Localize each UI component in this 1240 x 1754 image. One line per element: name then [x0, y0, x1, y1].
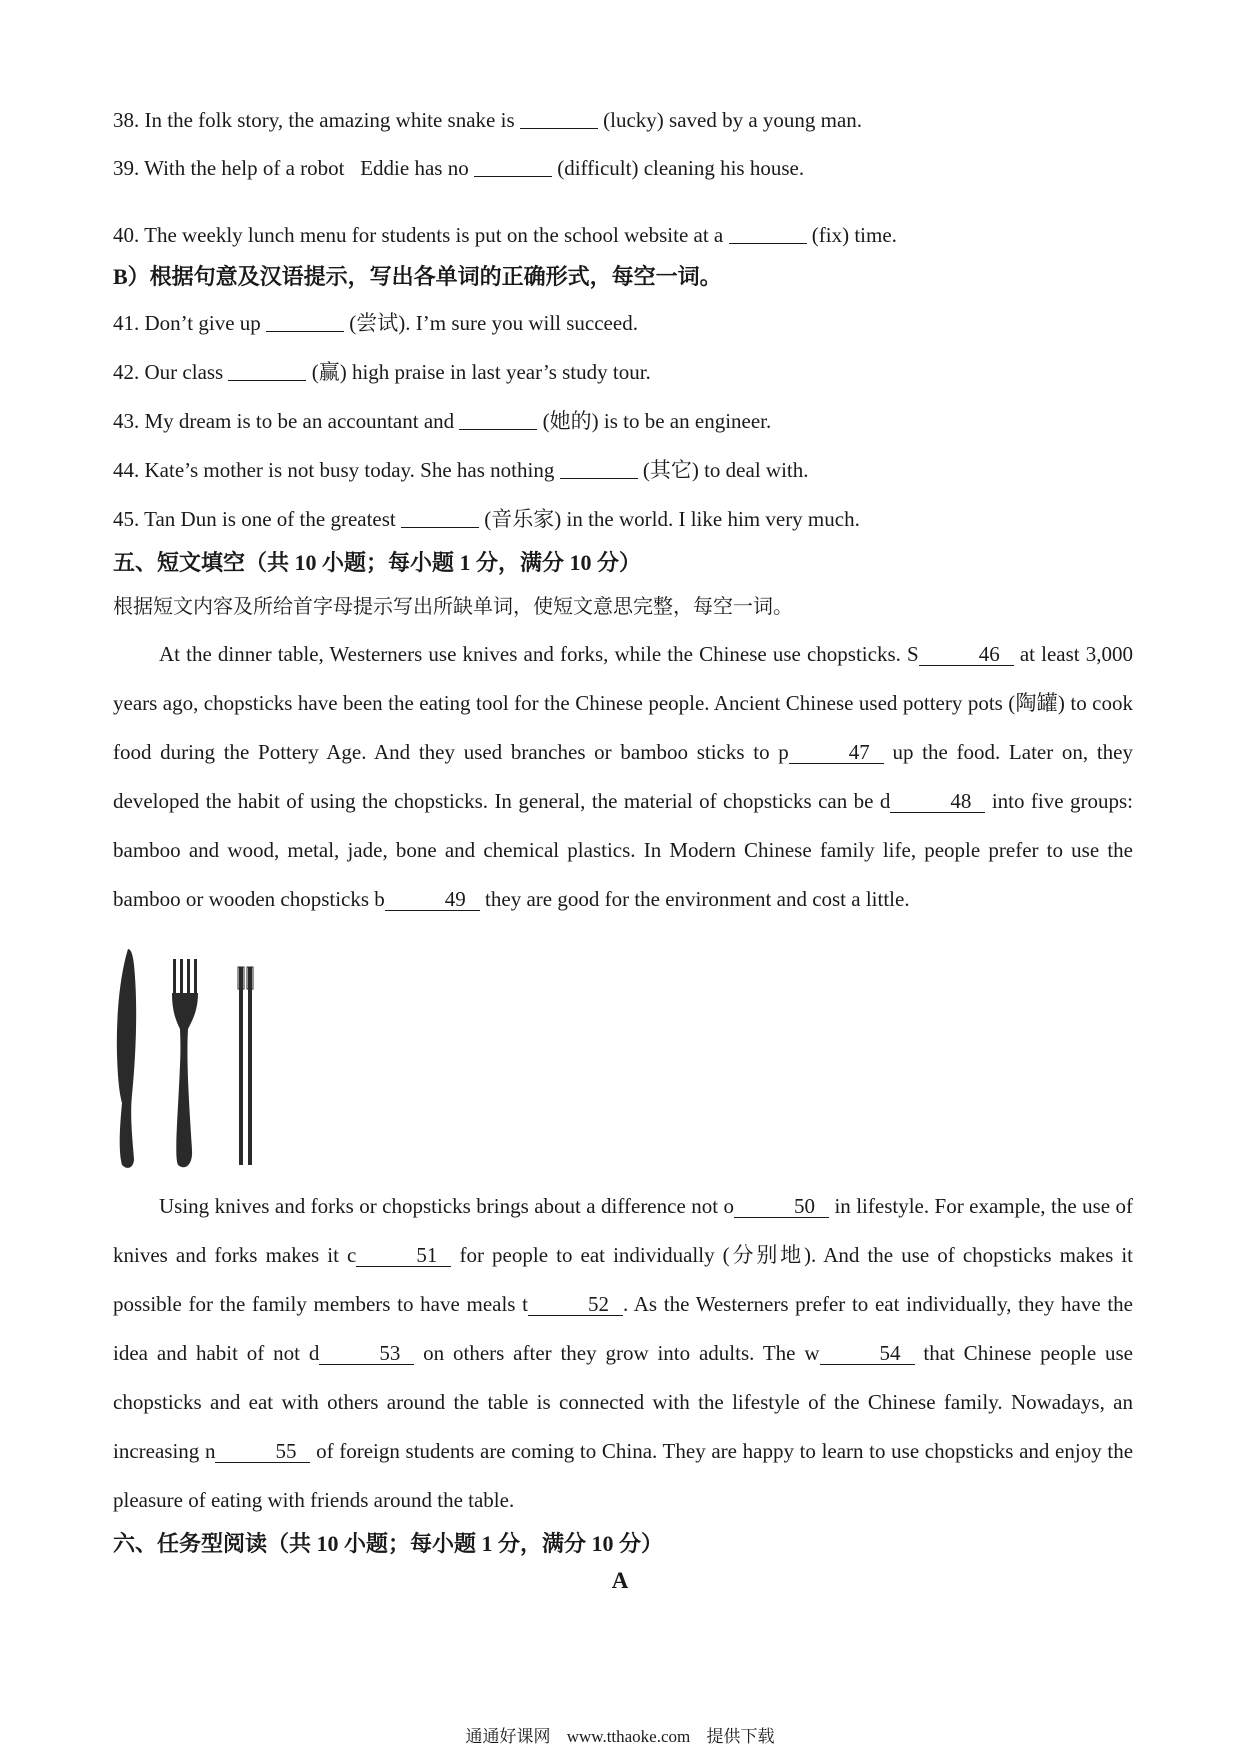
- passage-text: on others after they grow into adults. The w: [414, 1341, 820, 1365]
- passage-blank-49[interactable]: 49: [385, 888, 480, 911]
- passage-text: At the dinner table, Westerners use knives and forks, while the Chinese use chopsticks. S: [159, 642, 919, 666]
- question-43: 43. My dream is to be an accountant and (她的) is to be an engineer.: [113, 409, 772, 433]
- chopsticks-icon: [238, 967, 253, 1165]
- part-label: A: [611, 1568, 629, 1593]
- question-45: 45. Tan Dun is one of the greatest (音乐家) in the world. I like him very much.: [113, 507, 860, 531]
- section-5-instruction: 根据短文内容及所给首字母提示写出所缺单词，使短文意思完整，每空一词。: [113, 596, 793, 618]
- passage-text: up the food. Later on, they developed the habit of using the chopsticks. In general, the material of chopsticks can be d: [113, 740, 1133, 813]
- passage-blank-55[interactable]: 55: [215, 1440, 310, 1463]
- passage-blank-53[interactable]: 53: [319, 1342, 414, 1365]
- question-44: 44. Kate’s mother is not busy today. She has nothing (其它) to deal with.: [113, 458, 809, 482]
- question-42: 42. Our class (赢) high praise in last year’s study tour.: [113, 360, 651, 384]
- passage-blank-51[interactable]: 51: [356, 1244, 451, 1267]
- passage-paragraph-1: [113, 630, 1133, 924]
- passage-blank-50[interactable]: 50: [734, 1195, 829, 1218]
- passage-text: . As the Westerners prefer to eat individually, they have the idea and habit of not d: [113, 1292, 1133, 1365]
- answer-blank[interactable]: [520, 108, 598, 129]
- passage-text: at least 3,000 years ago, chopsticks have been the eating tool for the Chinese people. Ancient Chinese used pottery pots (陶罐) to cook food during the Pottery Age. And they used branches or bamboo sticks to p: [113, 642, 1133, 764]
- answer-blank[interactable]: [729, 223, 807, 244]
- passage-blank-52[interactable]: 52: [528, 1293, 623, 1316]
- passage-text: in lifestyle. For example, the use of knives and forks makes it c: [113, 1194, 1133, 1267]
- passage-text: they are good for the environment and cost a little.: [479, 887, 910, 911]
- answer-blank[interactable]: [560, 458, 638, 479]
- question-38: 38. In the folk story, the amazing white snake is (lucky) saved by a young man.: [113, 108, 863, 132]
- passage-text: that Chinese people use chopsticks and eat with others around the table is connected with the lifestyle of the Chinese family. Nowadays, an increasing n: [113, 1341, 1133, 1463]
- answer-blank[interactable]: [401, 507, 479, 528]
- passage-text: of foreign students are coming to China. They are happy to learn to use chopsticks and enjoy the pleasure of eating with friends around the table.: [113, 1439, 1134, 1512]
- question-41: 41. Don’t give up (尝试). I’m sure you will succeed.: [113, 311, 638, 335]
- footer-suffix: 提供下载: [706, 1727, 775, 1746]
- knife-icon: [117, 949, 136, 1168]
- question-40: 40. The weekly lunch menu for students is put on the school website at a (fix) time.: [113, 223, 897, 247]
- passage-paragraph-2: [113, 1182, 1133, 1525]
- cutlery-image: [110, 945, 280, 1170]
- question-39: 39. With the help of a robot Eddie has no (difficult) cleaning his house.: [113, 156, 805, 180]
- passage-text: into five groups: bamboo and wood, metal, jade, bone and chemical plastics. In Modern Chinese family life, people prefer to use the bamboo or wooden chopsticks b: [113, 789, 1133, 911]
- passage-text: Using knives and forks or chopsticks brings about a difference not o: [159, 1194, 734, 1218]
- answer-blank[interactable]: [228, 360, 306, 381]
- answer-blank[interactable]: [266, 311, 344, 332]
- section-5-heading: 五、短文填空（共 10 小题；每小题 1 分，满分 10 分）: [113, 550, 642, 575]
- answer-blank[interactable]: [459, 409, 537, 430]
- passage-blank-48[interactable]: 48: [890, 790, 985, 813]
- fork-icon: [172, 959, 198, 1167]
- page-footer: [0, 1722, 1240, 1747]
- passage-blank-54[interactable]: 54: [820, 1342, 915, 1365]
- passage-blank-47[interactable]: 47: [789, 741, 884, 764]
- footer-url[interactable]: www.tthaoke.com: [566, 1727, 691, 1746]
- section-6-heading: 六、任务型阅读（共 10 小题；每小题 1 分，满分 10 分）: [113, 1531, 664, 1556]
- passage-blank-46[interactable]: 46: [919, 643, 1014, 666]
- passage-text: for people to eat individually (分别地). And the use of chopsticks makes it possible for the family members to have meals t: [113, 1243, 1133, 1316]
- answer-blank[interactable]: [474, 156, 552, 177]
- footer-site-name: 通通好课网: [465, 1727, 551, 1746]
- section-b-heading: B）根据句意及汉语提示，写出各单词的正确形式，每空一词。: [113, 264, 722, 289]
